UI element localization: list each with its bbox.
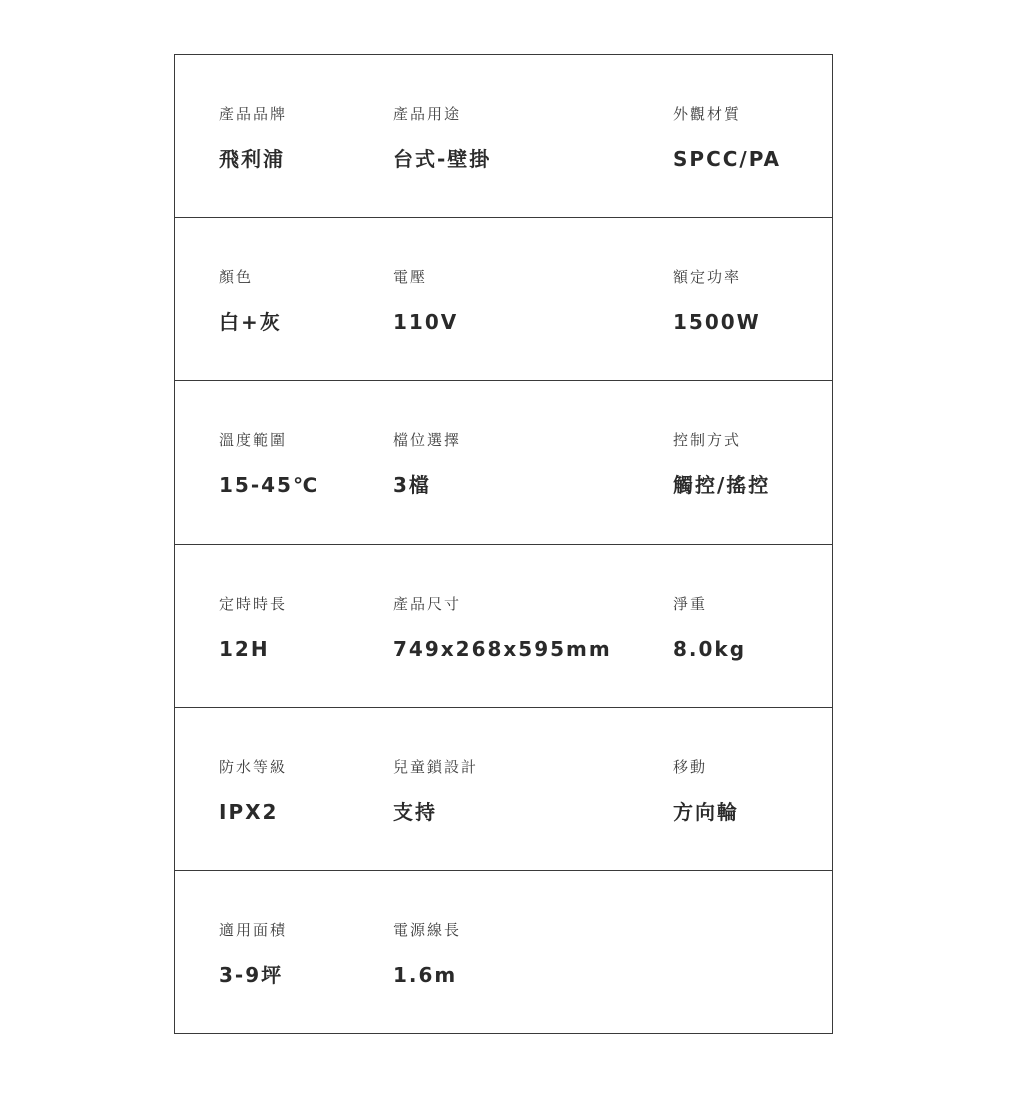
spec-cell-gear-selection bbox=[393, 431, 461, 497]
spec-value: 15-45℃ bbox=[219, 473, 320, 498]
spec-cell-control-method bbox=[673, 431, 770, 497]
spec-value: 12H bbox=[219, 636, 270, 661]
spec-label: 顏色 bbox=[219, 268, 254, 287]
spec-label: 產品品牌 bbox=[219, 105, 288, 123]
spec-row-3 bbox=[175, 381, 832, 544]
spec-label: 產品用途 bbox=[393, 105, 462, 123]
spec-cell-material bbox=[673, 105, 781, 171]
spec-label: 適用面積 bbox=[219, 920, 288, 939]
spec-cell-temperature-range bbox=[219, 431, 319, 497]
spec-cell-usage bbox=[393, 105, 491, 171]
spec-label: 溫度範圍 bbox=[219, 431, 288, 450]
spec-row-2 bbox=[175, 218, 832, 381]
spec-row-5 bbox=[175, 708, 832, 871]
spec-label: 電壓 bbox=[393, 268, 428, 287]
spec-value: 8.0kg bbox=[673, 636, 747, 661]
spec-value: 觸控/搖控 bbox=[673, 473, 771, 498]
spec-cell-net-weight bbox=[673, 595, 746, 661]
spec-value: 台式-壁掛 bbox=[393, 147, 492, 171]
spec-value: 749x268x595mm bbox=[393, 636, 612, 661]
spec-cell-mobility bbox=[673, 758, 739, 824]
spec-cell-child-lock bbox=[393, 758, 478, 824]
spec-value: 1500W bbox=[673, 310, 761, 335]
spec-cell-timer bbox=[219, 595, 287, 661]
spec-label: 外觀材質 bbox=[673, 105, 742, 123]
spec-value: 110V bbox=[393, 310, 459, 335]
spec-row-6 bbox=[175, 871, 832, 1033]
spec-value: SPCC/PA bbox=[673, 147, 782, 171]
spec-value: IPX2 bbox=[219, 799, 279, 824]
spec-value: 3-9坪 bbox=[219, 962, 284, 987]
spec-cell-dimensions bbox=[393, 595, 612, 661]
spec-cell-waterproof-rating bbox=[219, 758, 287, 824]
spec-table bbox=[174, 54, 833, 1034]
spec-label: 兒童鎖設計 bbox=[393, 757, 479, 776]
spec-label: 額定功率 bbox=[673, 268, 742, 287]
spec-value: 支持 bbox=[393, 799, 437, 824]
spec-label: 移動 bbox=[673, 757, 708, 776]
spec-label: 檔位選擇 bbox=[393, 431, 462, 450]
spec-label: 防水等級 bbox=[219, 757, 288, 776]
spec-cell-applicable-area bbox=[219, 921, 287, 987]
spec-value: 白+灰 bbox=[219, 310, 282, 335]
spec-label: 產品尺寸 bbox=[393, 594, 462, 613]
spec-label: 淨重 bbox=[673, 594, 708, 613]
spec-label: 定時時長 bbox=[219, 594, 288, 613]
spec-value: 3檔 bbox=[393, 473, 431, 498]
spec-cell-cord-length bbox=[393, 921, 461, 987]
spec-cell-voltage bbox=[393, 268, 458, 334]
spec-cell-brand bbox=[219, 105, 287, 171]
spec-value: 飛利浦 bbox=[219, 147, 285, 171]
spec-value: 方向輪 bbox=[673, 799, 739, 824]
spec-row-4 bbox=[175, 545, 832, 708]
spec-cell-rated-power bbox=[673, 268, 761, 334]
spec-cell-color bbox=[219, 268, 282, 334]
spec-value: 1.6m bbox=[393, 962, 458, 987]
spec-label: 電源線長 bbox=[393, 920, 462, 939]
spec-label: 控制方式 bbox=[673, 431, 742, 450]
spec-row-1 bbox=[175, 55, 832, 218]
